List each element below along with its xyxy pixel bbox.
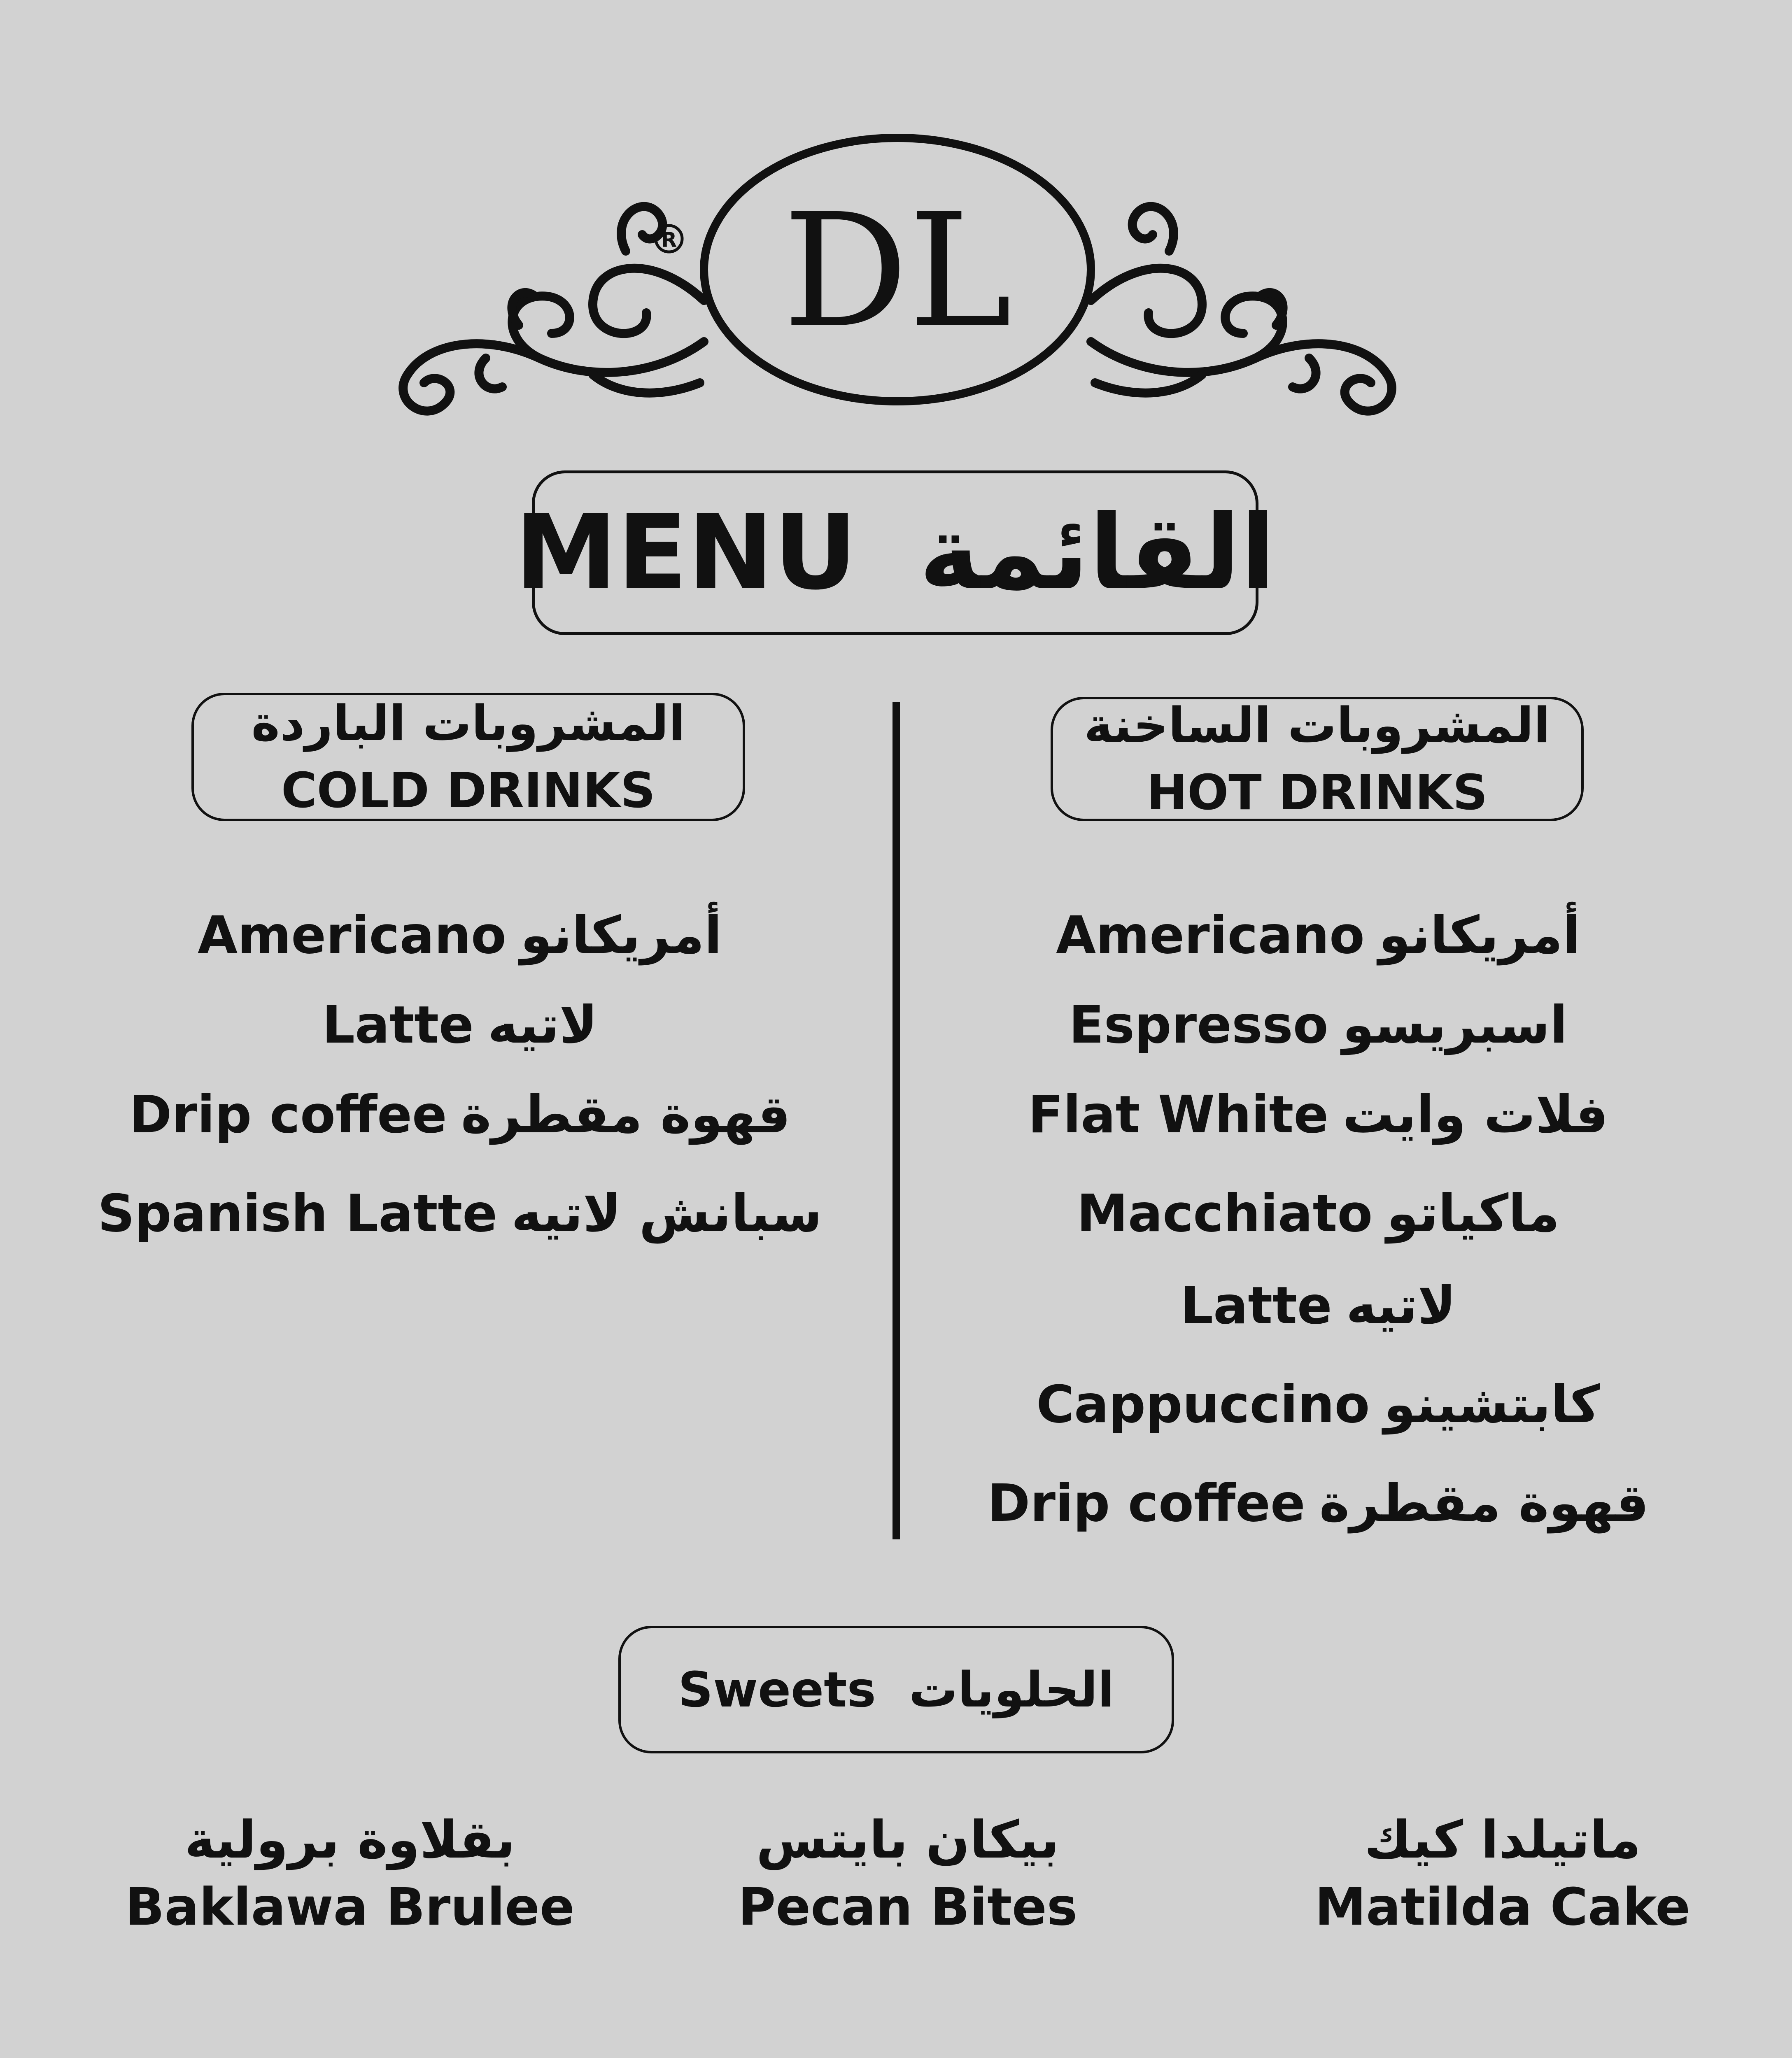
- menu-title-ar: القائمة: [919, 493, 1276, 612]
- svg-text:R: R: [661, 228, 677, 252]
- menu-item: Flat White فلات وايت: [1028, 1085, 1608, 1145]
- logo-text: DL: [783, 180, 1012, 362]
- sweet-item-en: Pecan Bites: [738, 1877, 1078, 1937]
- cold-drinks-heading-ar: المشروبات الباردة: [251, 695, 685, 752]
- sweet-item-en: Baklawa Brulee: [125, 1877, 575, 1937]
- sweet-item: [661, 1807, 1155, 1941]
- menu-item: Cappuccino كابتشينو: [1036, 1375, 1600, 1434]
- hot-drinks-heading-ar: المشروبات الساخنة: [1084, 697, 1550, 754]
- sweet-item: [1256, 1807, 1750, 1941]
- menu-item: Latte لاتيه: [322, 995, 598, 1055]
- menu-item: Espresso اسبريسو: [1069, 995, 1568, 1055]
- cold-drinks-heading-en: COLD DRINKS: [281, 762, 656, 819]
- sweets-heading-ar: الحلويات: [909, 1661, 1114, 1718]
- logo-ornament: [362, 128, 1433, 449]
- cold-drinks-heading-box: [191, 693, 745, 821]
- sweet-item-en: Matilda Cake: [1314, 1877, 1691, 1937]
- sweets-heading-box: [618, 1626, 1174, 1753]
- sweet-item: [103, 1807, 597, 1941]
- menu-item: Drip coffee قهوة مقطرة: [129, 1085, 791, 1145]
- menu-item: Americano أمريكانو: [1056, 906, 1580, 965]
- sweets-heading-en: Sweets: [678, 1661, 876, 1718]
- menu-title-box: [515, 470, 1276, 635]
- hot-drinks-heading-en: HOT DRINKS: [1147, 764, 1488, 821]
- menu-item: Latte لاتيه: [1180, 1276, 1456, 1336]
- sweet-item-ar: بقلاوة برولية: [184, 1810, 515, 1870]
- column-divider: [893, 702, 900, 1539]
- menu-item: Americano أمريكانو: [198, 906, 722, 965]
- menu-title-en: MENU: [515, 493, 858, 612]
- menu-item: Macchiato ماكياتو: [1077, 1184, 1560, 1243]
- menu-item: Spanish Latte سبانش لاتيه: [98, 1184, 822, 1243]
- brand-logo: [362, 128, 1433, 449]
- hot-drinks-heading-box: [1051, 697, 1584, 821]
- sweet-item-ar: بيكان بايتس: [756, 1810, 1060, 1870]
- menu-item: Drip coffee قهوة مقطرة: [987, 1474, 1649, 1533]
- sweet-item-ar: ماتيلدا كيك: [1364, 1810, 1641, 1870]
